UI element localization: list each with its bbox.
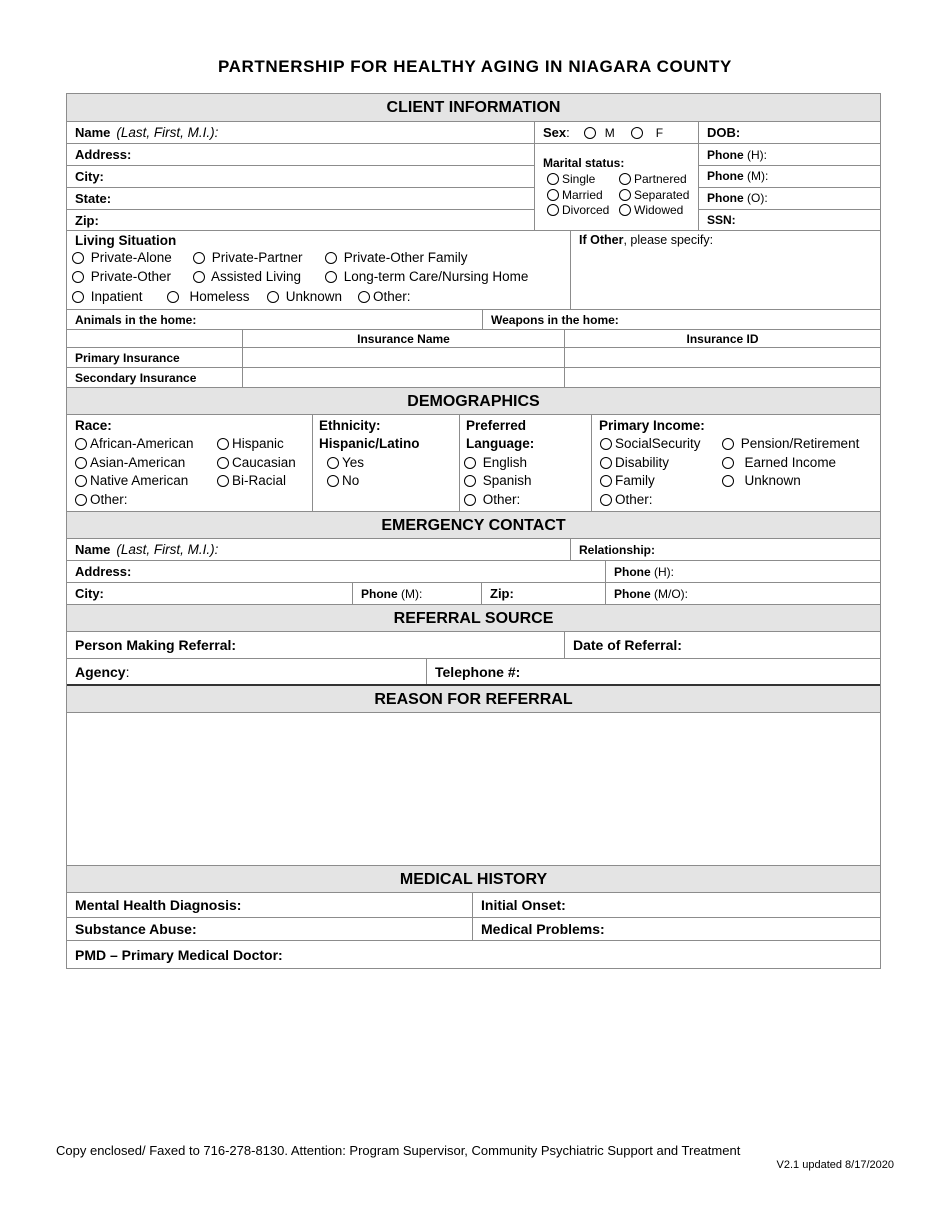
agency-label: Agency [75, 663, 126, 680]
radio-icon [547, 204, 559, 216]
client-ssn-field[interactable]: SSN: [707, 213, 736, 227]
living-private-other-family-label: Private-Other Family [343, 250, 468, 265]
emergency-phone-mo-field[interactable] [605, 583, 880, 604]
emergency-phone-mo-label: Phone [614, 586, 651, 601]
emergency-relationship-field[interactable]: Relationship: [570, 539, 880, 560]
weapons-field[interactable]: Weapons in the home: [482, 310, 880, 329]
living-long-term-care-label: Long-term Care/Nursing Home [343, 269, 529, 284]
race-asian-american-option[interactable] [75, 455, 185, 470]
marital-partnered-label: Partnered [634, 172, 687, 186]
radio-icon [722, 438, 734, 450]
radio-icon [464, 475, 476, 487]
income-disability-label: Disability [615, 455, 670, 470]
emergency-phone-mobile-label: Phone [361, 586, 398, 601]
phone-mobile-hint: (M): [747, 169, 769, 183]
sex-colon: : [566, 125, 570, 140]
race-bi-racial-label: Bi-Racial [232, 473, 287, 488]
substance-abuse-field[interactable]: Substance Abuse: [75, 921, 197, 937]
race-bi-racial-option[interactable] [217, 473, 286, 488]
income-unknown-option[interactable] [722, 473, 801, 488]
living-long-term-care-option[interactable] [325, 269, 528, 284]
income-earned-label: Earned Income [744, 455, 837, 470]
language-spanish-option[interactable] [464, 473, 532, 488]
phone-mobile-label: Phone [707, 169, 744, 183]
language-english-label: English [482, 455, 528, 470]
radio-icon [722, 475, 734, 487]
primary-insurance-id-field[interactable] [564, 348, 880, 367]
mental-health-row [67, 893, 880, 918]
marital-divorced-label: Divorced [562, 203, 610, 217]
income-social-security-option[interactable] [600, 436, 701, 451]
marital-divorced-option[interactable] [547, 203, 609, 217]
living-inpatient-label: Inpatient [90, 289, 143, 304]
marital-status-label: Marital status: [543, 156, 625, 170]
emergency-phone-mobile-field[interactable] [352, 583, 481, 604]
if-other-label [579, 233, 713, 247]
medical-problems-field[interactable]: Medical Problems: [472, 918, 880, 940]
phone-home-hint: (H): [747, 147, 768, 162]
sex-m-radio[interactable] [584, 127, 596, 139]
living-other-option[interactable] [358, 289, 411, 304]
emergency-address-row [67, 561, 880, 583]
emergency-phone-home-label: Phone [614, 564, 651, 579]
medical-history-header: MEDICAL HISTORY [67, 866, 880, 893]
client-phone-office-field[interactable] [699, 187, 768, 209]
radio-icon [167, 291, 179, 303]
referral-source-header: REFERRAL SOURCE [67, 605, 880, 632]
client-zip-field[interactable]: Zip: [75, 212, 99, 228]
radio-icon [193, 252, 205, 264]
race-group [67, 415, 312, 511]
referral-agency-row [67, 659, 880, 686]
emergency-name-row [67, 539, 880, 561]
race-caucasian-label: Caucasian [232, 455, 296, 470]
race-asian-american-label: Asian-American [90, 455, 186, 470]
sex-m-label: M [604, 125, 615, 140]
sex-f-label: F [655, 125, 664, 140]
client-name-field[interactable] [67, 122, 534, 143]
radio-icon [327, 475, 339, 487]
living-private-other-option[interactable] [72, 269, 171, 284]
radio-icon [600, 475, 612, 487]
language-label: Language: [466, 436, 535, 451]
client-phone-column [698, 144, 880, 231]
radio-icon [75, 457, 87, 469]
living-private-partner-label: Private-Partner [211, 250, 303, 265]
marital-widowed-option[interactable] [619, 203, 683, 217]
if-other-hint: , please specify: [623, 233, 714, 247]
radio-icon [600, 438, 612, 450]
radio-icon [75, 494, 87, 506]
client-name-hint: (Last, First, M.I.): [116, 125, 219, 140]
emergency-phone-mobile-hint: (M): [401, 586, 423, 601]
living-situation-group [67, 231, 570, 309]
reason-for-referral-header: REASON FOR REFERRAL [67, 686, 880, 713]
sex-label: Sex [543, 125, 567, 140]
reason-for-referral-textarea[interactable] [67, 713, 880, 866]
marital-separated-label: Separated [634, 188, 690, 202]
client-address-block [67, 144, 880, 231]
secondary-insurance-label: Secondary Insurance [75, 370, 197, 385]
income-label: Primary Income: [599, 418, 705, 433]
race-other-option[interactable] [75, 492, 128, 507]
marital-separated-option[interactable] [619, 188, 689, 202]
secondary-insurance-name-field[interactable] [242, 368, 564, 387]
radio-icon [619, 204, 631, 216]
living-private-other-family-option[interactable] [325, 250, 468, 265]
radio-icon [72, 252, 84, 264]
radio-icon [325, 271, 337, 283]
race-hispanic-option[interactable] [217, 436, 284, 451]
living-homeless-option[interactable] [167, 289, 250, 304]
living-private-alone-option[interactable] [72, 250, 172, 265]
income-other-label: Other: [615, 492, 653, 507]
marital-partnered-option[interactable] [619, 172, 687, 186]
emergency-phone-home-hint: (H): [654, 564, 675, 579]
footer-note: Copy enclosed/ Faxed to 716-278-8130. Attention: Program Supervisor, Community Psychiatric Support and Treatment [56, 1143, 741, 1158]
emergency-name-field[interactable] [67, 539, 570, 560]
hispanic-latino-label: Hispanic/Latino [319, 436, 420, 451]
living-unknown-option[interactable] [267, 289, 342, 304]
demographics-header: DEMOGRAPHICS [67, 388, 880, 415]
living-other-label: Other: [373, 289, 411, 304]
income-pension-label: Pension/Retirement [740, 436, 860, 451]
emergency-address-field[interactable]: Address: [75, 564, 132, 579]
living-assisted-living-option[interactable] [193, 269, 301, 284]
income-disability-option[interactable] [600, 455, 669, 470]
phone-home-label: Phone [707, 147, 744, 162]
animals-weapons-row [67, 310, 880, 330]
ethnicity-yes-option[interactable] [327, 455, 364, 470]
insurance-name-header: Insurance Name [242, 330, 564, 347]
client-name-row [67, 122, 880, 144]
ethnicity-yes-label: Yes [342, 455, 365, 470]
marital-married-label: Married [562, 188, 603, 202]
sex-field [534, 122, 698, 143]
ethnicity-no-option[interactable] [327, 473, 359, 488]
radio-icon [464, 494, 476, 506]
language-group [459, 415, 591, 511]
client-phone-mobile-field[interactable] [699, 165, 768, 187]
radio-icon [722, 457, 734, 469]
referral-person-row [67, 632, 880, 659]
radio-icon [600, 457, 612, 469]
income-family-option[interactable] [600, 473, 655, 488]
if-other-bold: If Other [579, 233, 624, 247]
marital-widowed-label: Widowed [634, 203, 684, 217]
client-name-label: Name [75, 125, 111, 140]
preferred-label: Preferred [466, 418, 527, 433]
radio-icon [72, 271, 84, 283]
insurance-header-row [67, 330, 880, 348]
substance-abuse-row [67, 918, 880, 941]
radio-icon [325, 252, 337, 264]
marital-single-label: Single [562, 172, 596, 186]
living-unknown-label: Unknown [285, 289, 343, 304]
radio-icon [75, 438, 87, 450]
radio-icon [193, 271, 205, 283]
emergency-contact-header: EMERGENCY CONTACT [67, 512, 880, 539]
date-of-referral-field[interactable]: Date of Referral: [564, 632, 880, 658]
race-african-american-option[interactable] [75, 436, 194, 451]
client-city-field[interactable]: City: [75, 168, 104, 184]
radio-icon [619, 173, 631, 185]
phone-office-hint: (O): [747, 191, 768, 205]
version-label: V2.1 updated 8/17/2020 [776, 1159, 894, 1171]
living-private-other-label: Private-Other [90, 269, 172, 284]
language-spanish-label: Spanish [482, 473, 532, 488]
person-making-referral-field[interactable]: Person Making Referral: [75, 637, 237, 653]
living-private-partner-option[interactable] [193, 250, 303, 265]
living-inpatient-option[interactable] [72, 289, 143, 304]
race-native-american-option[interactable] [75, 473, 188, 488]
income-pension-option[interactable] [722, 436, 859, 451]
client-address-field[interactable]: Address: [75, 147, 132, 162]
radio-icon [217, 475, 229, 487]
animals-field[interactable]: Animals in the home: [75, 312, 197, 327]
income-group [591, 415, 880, 511]
living-assisted-living-label: Assisted Living [211, 269, 302, 284]
living-homeless-label: Homeless [189, 289, 250, 304]
race-label: Race: [75, 418, 112, 433]
race-african-american-label: African-American [90, 436, 194, 451]
radio-icon [600, 494, 612, 506]
radio-icon [327, 457, 339, 469]
telephone-field[interactable]: Telephone #: [426, 659, 880, 684]
emergency-phone-home-field[interactable] [605, 561, 880, 582]
dob-field[interactable]: DOB: [698, 122, 880, 143]
radio-icon [547, 189, 559, 201]
language-english-option[interactable] [464, 455, 527, 470]
emergency-name-label: Name [75, 542, 111, 557]
primary-insurance-label: Primary Insurance [75, 350, 180, 365]
emergency-name-hint: (Last, First, M.I.): [116, 542, 219, 557]
referral-form [66, 93, 881, 969]
agency-field[interactable] [67, 659, 426, 684]
primary-insurance-name-field[interactable] [242, 348, 564, 367]
marital-single-option[interactable] [547, 172, 595, 186]
sex-f-radio[interactable] [631, 127, 643, 139]
client-address-column [67, 144, 534, 231]
income-unknown-label: Unknown [744, 473, 801, 488]
if-other-specify-field[interactable] [570, 231, 880, 309]
income-other-option[interactable] [600, 492, 653, 507]
pmd-row [67, 941, 880, 968]
emergency-city-field[interactable]: City: [75, 586, 104, 601]
phone-office-label: Phone [707, 191, 744, 205]
secondary-insurance-row [67, 368, 880, 388]
radio-icon [267, 291, 279, 303]
radio-icon [72, 291, 84, 303]
client-state-field[interactable]: State: [75, 190, 112, 206]
income-social-security-label: SocialSecurity [615, 436, 701, 451]
income-family-label: Family [615, 473, 655, 488]
language-other-option[interactable] [464, 492, 520, 507]
emergency-phone-mo-hint: (M/O): [654, 586, 689, 601]
radio-icon [75, 475, 87, 487]
radio-icon [358, 291, 370, 303]
radio-icon [217, 438, 229, 450]
demographics-row [67, 415, 880, 512]
living-situation-row [67, 231, 880, 310]
secondary-insurance-id-field[interactable] [564, 368, 880, 387]
marital-married-option[interactable] [547, 188, 603, 202]
emergency-zip-field[interactable]: Zip: [481, 583, 605, 604]
ethnicity-label: Ethnicity: [319, 418, 381, 433]
radio-icon [464, 457, 476, 469]
race-other-label: Other: [90, 492, 128, 507]
living-private-alone-label: Private-Alone [90, 250, 172, 265]
client-information-header: CLIENT INFORMATION [67, 94, 880, 122]
ethnicity-no-label: No [342, 473, 360, 488]
radio-icon [547, 173, 559, 185]
insurance-id-header: Insurance ID [564, 330, 880, 347]
marital-status-group [534, 144, 698, 231]
language-other-label: Other: [482, 492, 521, 507]
radio-icon [619, 189, 631, 201]
mental-health-diagnosis-field[interactable]: Mental Health Diagnosis: [75, 897, 242, 913]
living-situation-label: Living Situation [75, 233, 177, 248]
form-title: PARTNERSHIP FOR HEALTHY AGING IN NIAGARA COUNTY [218, 57, 732, 76]
race-caucasian-option[interactable] [217, 455, 296, 470]
income-earned-option[interactable] [722, 455, 836, 470]
race-native-american-label: Native American [90, 473, 189, 488]
primary-medical-doctor-field[interactable]: PMD – Primary Medical Doctor: [75, 946, 283, 963]
initial-onset-field[interactable]: Initial Onset: [472, 893, 880, 917]
ethnicity-group [312, 415, 459, 511]
race-hispanic-label: Hispanic [232, 436, 284, 451]
radio-icon [217, 457, 229, 469]
client-phone-home-field[interactable] [699, 144, 767, 165]
agency-colon: : [125, 663, 130, 680]
emergency-city-row [67, 583, 880, 605]
primary-insurance-row [67, 348, 880, 368]
